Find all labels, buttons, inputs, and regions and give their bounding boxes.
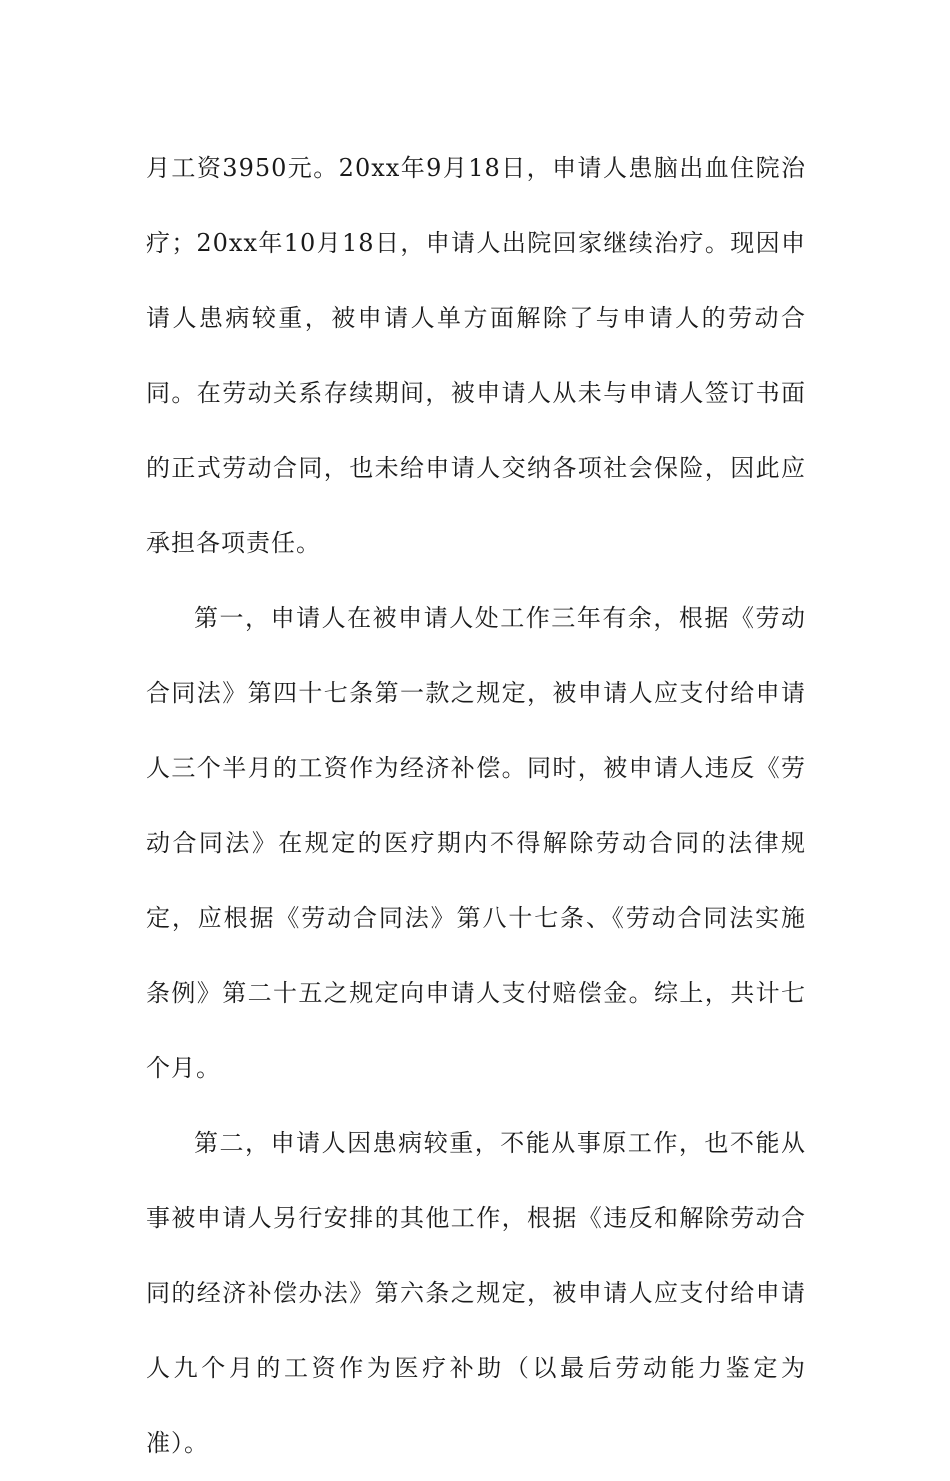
paragraph-first-claim-compensation: 第一，申请人在被申请人处工作三年有余，根据《劳动合同法》第四十七条第一款之规定，被申请人应支付给申请人三个半月的工资作为经济补偿。同时，被申请人违反《劳动合同法》在规定的医疗期内不得解除劳动合同的法律规定，应根据《劳动合同法》第八十七条、《劳动合同法实施条例》第二十五之规定向申请人支付赔偿金。综上，共计七个月。 <box>146 604 806 1082</box>
paragraph-wage-and-illness: 月工资3950元。20xx年9月18日，申请人患脑出血住院治疗；20xx年10月18日，申请人出院回家继续治疗。现因申请人患病较重，被申请人单方面解除了与申请人的劳动合同。在劳动关系存续期间，被申请人从未与申请人签订书面的正式劳动合同，也未给申请人交纳各项社会保险，因此应承担各项责任。 <box>146 154 806 557</box>
document-body <box>146 131 806 1481</box>
paragraph-second-claim-medical-subsidy: 第二，申请人因患病较重，不能从事原工作，也不能从事被申请人另行安排的其他工作，根据《违反和解除劳动合同的经济补偿办法》第六条之规定，被申请人应支付给申请人九个月的工资作为医疗补助（以最后劳动能力鉴定为准）。 <box>146 1129 806 1457</box>
